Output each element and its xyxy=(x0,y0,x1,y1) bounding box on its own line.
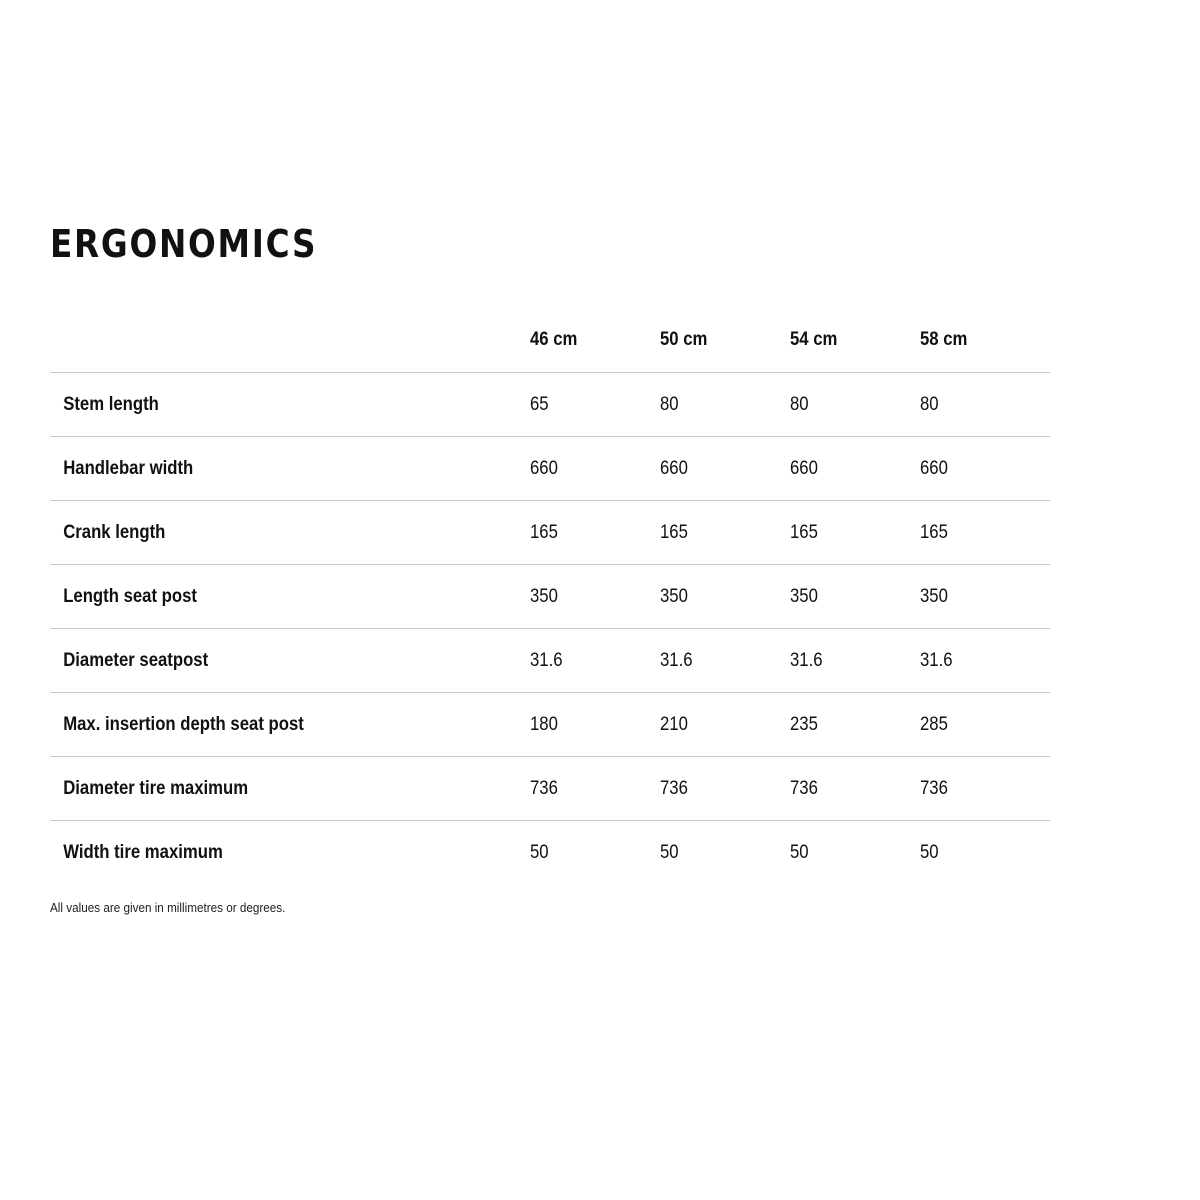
row-label: Length seat post xyxy=(63,585,197,607)
footnote: All values are given in millimetres or degrees. xyxy=(50,900,286,915)
cell-value: 165 xyxy=(790,521,819,543)
cell-value: 210 xyxy=(660,713,689,735)
cell-value: 660 xyxy=(790,457,819,479)
cell-value: 180 xyxy=(530,713,559,735)
cell-value: 31.6 xyxy=(920,649,953,671)
table-row xyxy=(50,437,1050,501)
column-header: 46 cm xyxy=(530,329,578,350)
row-label: Max. insertion depth seat post xyxy=(63,713,304,735)
column-header: 54 cm xyxy=(790,329,838,350)
cell-value: 235 xyxy=(790,713,819,735)
row-label: Handlebar width xyxy=(63,457,194,479)
table-row xyxy=(50,565,1050,629)
cell-value: 736 xyxy=(790,777,819,799)
cell-value: 80 xyxy=(920,393,939,415)
cell-value: 80 xyxy=(660,393,679,415)
table-row xyxy=(50,821,1050,884)
table-row xyxy=(50,501,1050,565)
table-header-row xyxy=(50,308,1050,373)
row-label: Width tire maximum xyxy=(63,841,223,863)
cell-value: 350 xyxy=(660,585,689,607)
cell-value: 736 xyxy=(920,777,948,799)
cell-value: 350 xyxy=(920,585,948,607)
row-label: Diameter tire maximum xyxy=(63,777,249,799)
ergonomics-table xyxy=(50,308,1050,884)
row-label: Crank length xyxy=(63,521,166,543)
cell-value: 65 xyxy=(530,393,549,415)
cell-value: 50 xyxy=(920,841,939,863)
cell-value: 736 xyxy=(660,777,689,799)
cell-value: 50 xyxy=(790,841,809,863)
page-title: ERGONOMICS xyxy=(50,222,318,266)
cell-value: 285 xyxy=(920,713,948,735)
cell-value: 31.6 xyxy=(660,649,693,671)
cell-value: 350 xyxy=(530,585,559,607)
cell-value: 50 xyxy=(660,841,679,863)
row-label: Stem length xyxy=(63,393,159,415)
cell-value: 736 xyxy=(530,777,559,799)
table-row xyxy=(50,693,1050,757)
table-row xyxy=(50,757,1050,821)
cell-value: 165 xyxy=(920,521,948,543)
cell-value: 80 xyxy=(790,393,809,415)
cell-value: 660 xyxy=(920,457,948,479)
cell-value: 165 xyxy=(530,521,559,543)
cell-value: 31.6 xyxy=(790,649,823,671)
cell-value: 50 xyxy=(530,841,549,863)
cell-value: 660 xyxy=(530,457,559,479)
cell-value: 350 xyxy=(790,585,819,607)
cell-value: 660 xyxy=(660,457,689,479)
column-header: 50 cm xyxy=(660,329,708,350)
cell-value: 31.6 xyxy=(530,649,563,671)
row-label: Diameter seatpost xyxy=(63,649,209,671)
table-row xyxy=(50,629,1050,693)
table-row xyxy=(50,373,1050,437)
cell-value: 165 xyxy=(660,521,689,543)
column-header: 58 cm xyxy=(920,329,968,350)
